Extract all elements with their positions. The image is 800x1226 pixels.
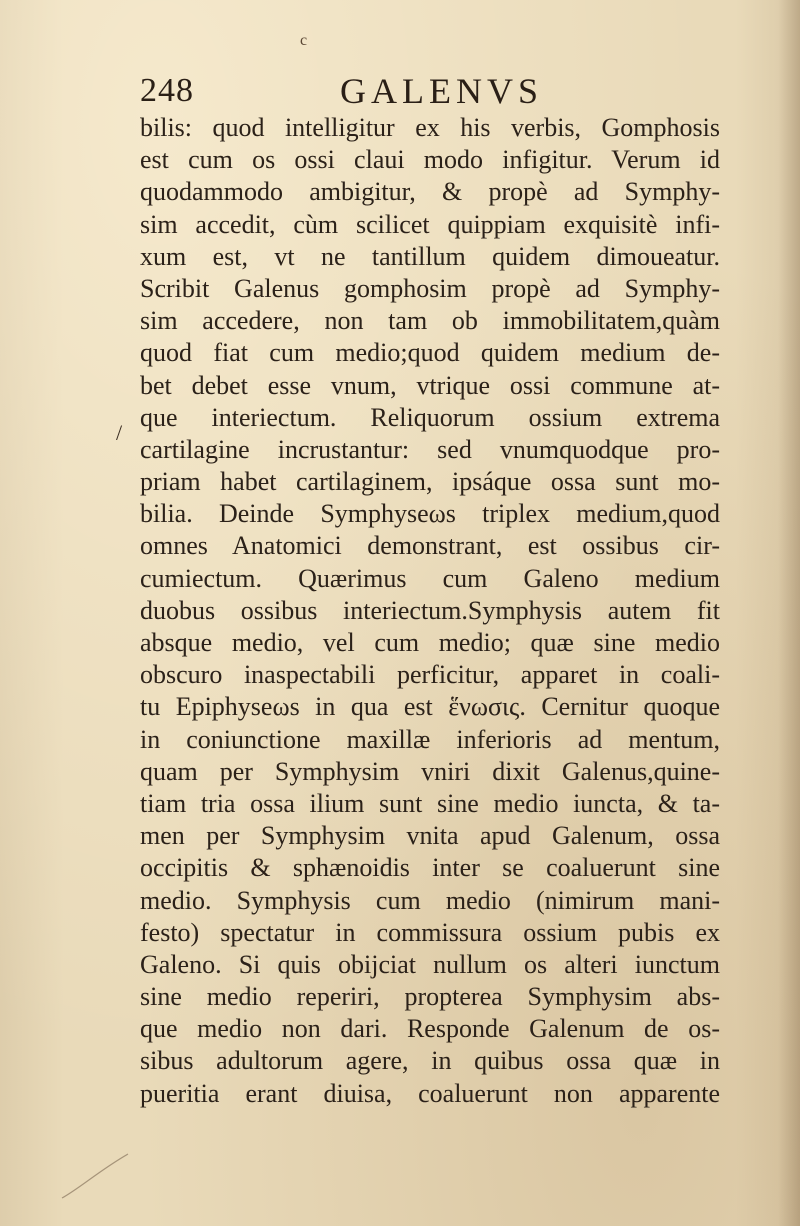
text-line: Scribit Galenus gomphosim propè ad Symphy- <box>140 273 720 303</box>
text-line: que medio non dari. Responde Galenum de os- <box>140 1014 720 1044</box>
text-line: sibus adultorum agere, in quibus ossa quæ in <box>140 1046 720 1076</box>
text-line: pueritia erant diuisa, coaluerunt non apparente <box>140 1078 720 1108</box>
text-line: bilis: quod intelligitur ex his verbis, Gomphosis <box>140 113 720 142</box>
text-line: priam habet cartilaginem, ipsáque ossa sunt mo- <box>140 467 720 497</box>
text-line: festo) spectatur in commissura ossium pubis ex <box>140 917 720 947</box>
text-line: obscuro inaspectabili perficitur, apparet in coali- <box>140 660 720 690</box>
text-line: bilia. Deinde Symphyseωs triplex medium,quod <box>140 499 720 529</box>
text-line: Galeno. Si quis obijciat nullum os alteri iunctum <box>140 949 720 979</box>
text-line: in coniunctione maxillæ inferioris ad mentum, <box>140 724 720 754</box>
text-line: medio. Symphysis cum medio (nimirum mani- <box>140 885 720 915</box>
text-line: tiam tria ossa ilium sunt sine medio iuncta, & ta- <box>140 788 720 818</box>
text-line: est cum os ossi claui modo infigitur. Verum id <box>140 145 720 175</box>
text-line: sim accedit, cùm scilicet quippiam exquisitè infi- <box>140 209 720 239</box>
body-text <box>140 112 720 1110</box>
text-line: sine medio reperiri, propterea Symphysim abs- <box>140 982 720 1012</box>
text-line: absque medio, vel cum medio; quæ sine medio <box>140 628 720 657</box>
text-line: xum est, vt ne tantillum quidem dimoueatur. <box>140 241 720 271</box>
text-line: occipitis & sphænoidis inter se coaluerunt sine <box>140 853 720 883</box>
pen-stroke-mark <box>60 1150 130 1200</box>
text-line: que interiectum. Reliquorum ossium extrema <box>140 402 720 432</box>
running-title: GALENVS <box>340 71 543 111</box>
text-line: bet debet esse vnum, vtrique ossi commune at- <box>140 370 720 400</box>
text-line: quod fiat cum medio;quod quidem medium de- <box>140 338 720 368</box>
text-line: sim accedere, non tam ob immobilitatem,quàm <box>140 306 720 336</box>
page-edge-shadow <box>778 0 800 1226</box>
text-line: omnes Anatomici demonstrant, est ossibus cir- <box>140 531 720 561</box>
margin-mark: / <box>116 420 123 445</box>
text-line: duobus ossibus interiectum.Symphysis autem fit <box>140 595 720 625</box>
text-line: cartilagine incrustantur: sed vnumquodque pro- <box>140 434 720 464</box>
text-line: men per Symphysim vnita apud Galenum, ossa <box>140 821 720 851</box>
page-number: 248 <box>140 72 194 109</box>
text-line: quodammodo ambigitur, & propè ad Symphy- <box>140 177 720 207</box>
text-line: tu Epiphyseωs in qua est ἕνωσις. Cernitur quoque <box>140 692 720 722</box>
running-head <box>140 70 660 114</box>
ink-speck: c <box>300 32 308 49</box>
text-line: quam per Symphysim vniri dixit Galenus,quine- <box>140 756 720 786</box>
text-line: cumiectum. Quærimus cum Galeno medium <box>140 563 720 593</box>
